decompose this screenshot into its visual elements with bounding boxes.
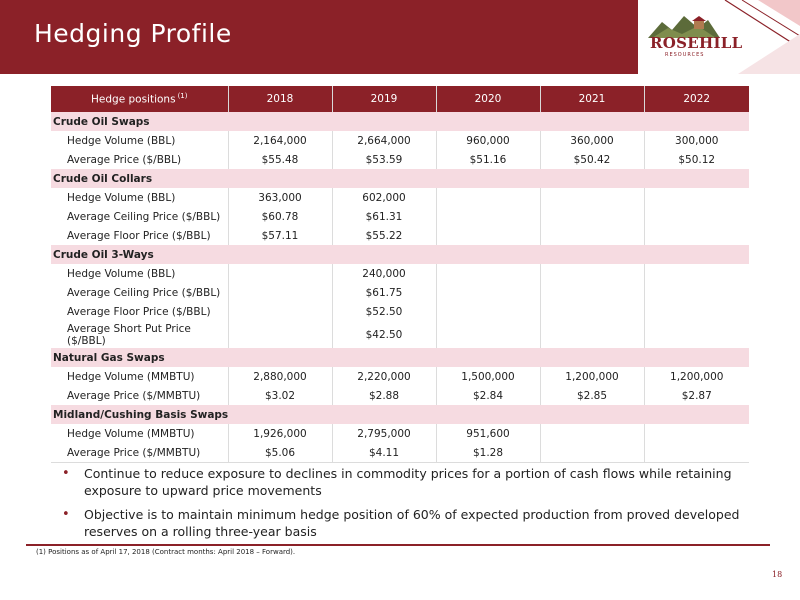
table-cell: $1.28 [436, 443, 540, 463]
table-cell [644, 188, 749, 207]
table-row [51, 367, 749, 386]
bullet-dot-icon: • [62, 507, 70, 522]
row-label: Average Floor Price ($/BBL) [51, 226, 228, 245]
table-cell [228, 321, 332, 348]
table-cell: 363,000 [228, 188, 332, 207]
table-row [51, 283, 749, 302]
table-cell [540, 207, 644, 226]
section-row [51, 405, 749, 424]
table-cell [436, 302, 540, 321]
table-cell [228, 283, 332, 302]
table-cell: 360,000 [540, 131, 644, 150]
table-cell: $3.02 [228, 386, 332, 405]
header-year: 2022 [644, 86, 749, 112]
row-label: Hedge Volume (MMBTU) [51, 424, 228, 443]
header-hedge-positions: Hedge positions $^{(1)}$ [51, 86, 228, 112]
table-row [51, 302, 749, 321]
table-cell [540, 321, 644, 348]
section-row [51, 348, 749, 367]
table-cell: 300,000 [675, 134, 719, 147]
table-cell: $55.48 [228, 150, 332, 169]
table-cell [644, 302, 749, 321]
table-cell: $2.87 [681, 389, 712, 402]
table-cell: $57.11 [228, 226, 332, 245]
bullet-text: Continue to reduce exposure to declines in commodity prices for a portion of cash flows while retaining exposure to upward price movements [84, 466, 732, 498]
row-label: Average Price ($/BBL) [51, 150, 228, 169]
table-cell [436, 283, 540, 302]
row-label: Average Short Put Price ($/BBL) [51, 321, 228, 348]
table-row [51, 131, 749, 150]
table-cell: $61.75 [332, 283, 436, 302]
table-cell: $50.12 [678, 153, 716, 166]
row-label: Hedge Volume (BBL) [51, 131, 228, 150]
row-label: Average Floor Price ($/BBL) [51, 302, 228, 321]
table-cell: 951,600 [436, 424, 540, 443]
table-cell [436, 226, 540, 245]
table-cell: 960,000 [436, 131, 540, 150]
table-cell [644, 226, 749, 245]
row-label: Average Ceiling Price ($/BBL) [51, 283, 228, 302]
table-cell: $5.06 [228, 443, 332, 463]
footnote: (1) Positions as of April 17, 2018 (Contract months: April 2018 – Forward). [36, 548, 296, 556]
section-row [51, 245, 749, 264]
row-label: Average Price ($/MMBTU) [51, 443, 228, 463]
table-cell [540, 226, 644, 245]
table-cell [644, 443, 749, 463]
table-row [51, 321, 749, 348]
section-title: Crude Oil Swaps [51, 112, 749, 131]
table-cell [228, 264, 332, 283]
table-cell [644, 424, 749, 443]
row-label: Hedge Volume (BBL) [51, 188, 228, 207]
table-cell: $2.88 [332, 386, 436, 405]
logo-sub-text: RESOURCES [665, 52, 705, 58]
table-cell: 1,200,000 [540, 367, 644, 386]
table-cell [540, 424, 644, 443]
table-cell: 602,000 [332, 188, 436, 207]
table-cell [540, 302, 644, 321]
table-cell [436, 207, 540, 226]
table-cell: $55.22 [332, 226, 436, 245]
header-year: 2018 [228, 86, 332, 112]
table-cell: 2,220,000 [332, 367, 436, 386]
table-cell: $52.50 [332, 302, 436, 321]
row-label: Hedge Volume (MMBTU) [51, 367, 228, 386]
section-title: Crude Oil Collars [51, 169, 749, 188]
table-row [51, 443, 749, 463]
company-logo [642, 12, 743, 62]
table-cell: 1,500,000 [436, 367, 540, 386]
table-row [51, 150, 749, 169]
table-cell: 1,926,000 [228, 424, 332, 443]
table-cell: 2,664,000 [332, 131, 436, 150]
bullet-item [62, 506, 762, 540]
table-row [51, 386, 749, 405]
table-cell: $61.31 [332, 207, 436, 226]
table-row [51, 264, 749, 283]
row-label: Average Ceiling Price ($/BBL) [51, 207, 228, 226]
table-cell: $53.59 [332, 150, 436, 169]
bullet-text: Objective is to maintain minimum hedge position of 60% of expected production from proved developed reserves on a rolling three-year basis [84, 507, 740, 539]
page-number: 18 [772, 570, 783, 579]
table-cell [228, 302, 332, 321]
header-year: 2020 [436, 86, 540, 112]
table-cell [436, 321, 540, 348]
table-cell [644, 264, 749, 283]
table-cell [644, 283, 749, 302]
table-cell: $51.16 [436, 150, 540, 169]
table-cell: 2,880,000 [228, 367, 332, 386]
bullet-list [62, 465, 762, 547]
table-cell [644, 321, 749, 348]
table-cell [436, 188, 540, 207]
bullet-dot-icon: • [62, 466, 70, 481]
table-cell [540, 283, 644, 302]
table-cell: 2,795,000 [332, 424, 436, 443]
table-header-row [51, 86, 749, 112]
table-cell: $50.42 [540, 150, 644, 169]
table-cell: $2.85 [540, 386, 644, 405]
table-cell [436, 264, 540, 283]
table-cell: $60.78 [228, 207, 332, 226]
section-title: Crude Oil 3-Ways [51, 245, 749, 264]
section-title: Natural Gas Swaps [51, 348, 749, 367]
section-title: Midland/Cushing Basis Swaps [51, 405, 749, 424]
table-cell [540, 443, 644, 463]
row-label: Hedge Volume (BBL) [51, 264, 228, 283]
table-cell: 240,000 [332, 264, 436, 283]
table-cell: $4.11 [332, 443, 436, 463]
logo-brand-text: ROSEHILL [650, 34, 743, 52]
table-row [51, 207, 749, 226]
table-row [51, 424, 749, 443]
table-cell: 2,164,000 [228, 131, 332, 150]
header-year: 2021 [540, 86, 644, 112]
table-cell: $42.50 [332, 321, 436, 348]
table-cell: 1,200,000 [670, 370, 724, 383]
row-label: Average Price ($/MMBTU) [51, 386, 228, 405]
table-cell: $2.84 [436, 386, 540, 405]
bullet-item [62, 465, 762, 499]
table-row [51, 226, 749, 245]
page-title: Hedging Profile [34, 19, 232, 48]
section-row [51, 169, 749, 188]
section-row [51, 112, 749, 131]
header-year: 2019 [332, 86, 436, 112]
table-cell [644, 207, 749, 226]
footer-rule [26, 544, 770, 546]
hedge-table [51, 86, 749, 463]
table-row [51, 188, 749, 207]
title-banner [0, 0, 638, 74]
table-cell [540, 264, 644, 283]
table-cell [540, 188, 644, 207]
